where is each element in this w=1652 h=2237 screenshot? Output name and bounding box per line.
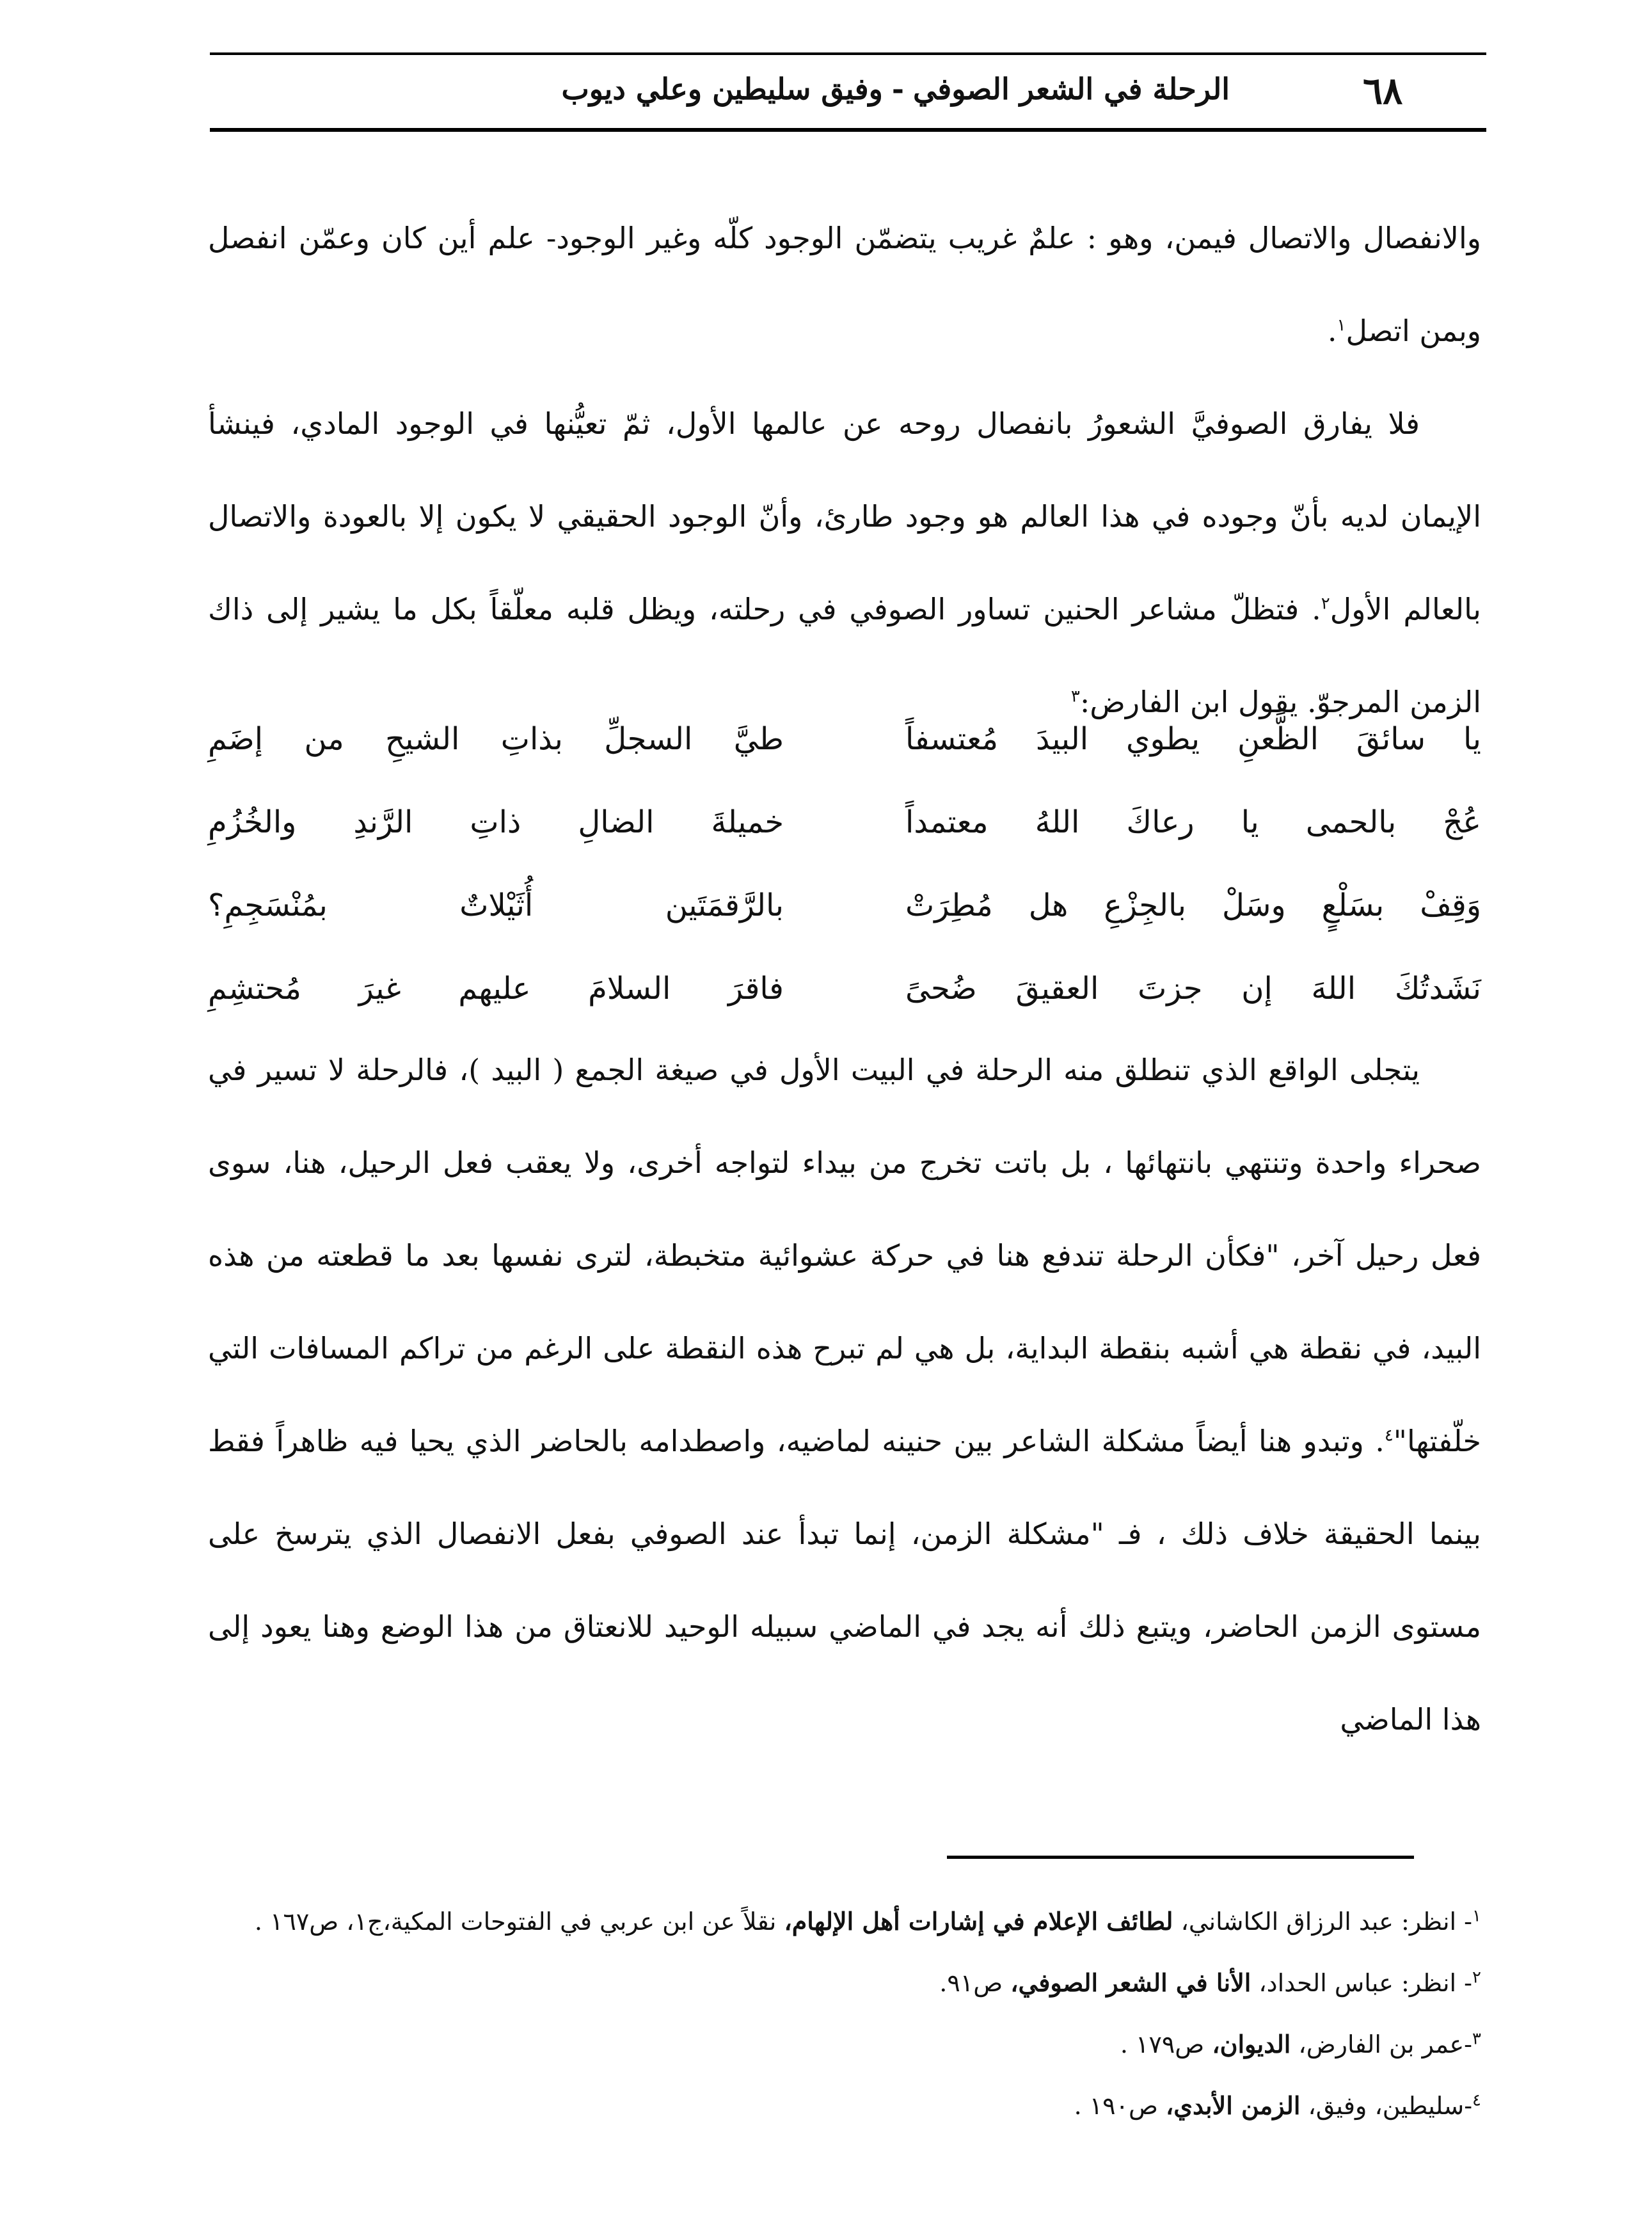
paragraph-2 [208,378,1481,749]
footnote [218,2014,1481,2075]
paragraph-3-text-after: . وتبدو هنا أيضاً مشكلة الشاعر بين حنينه لماضيه، واصطدامه بالحاضر الذي يحيا فيه ظاهراً فقط بينما الحقيقة خلاف ذلك ، فـ "مشكلة الزمن، إنما تبدأ عند الصوفي بفعل الانفصال الذي يترسخ على مستوى الزمن الحاضر، ويتبع ذلك أنه يجد في الماضي سبيله الوحيد للانعتاق من هذا الوضع وهنا يعود إلى هذا الماضي [208,1424,1481,1737]
footnote-suffix: ص٩١. [939,1969,1011,1997]
footnote-book-title: الزمن الأبدي، [1166,2091,1301,2120]
footnote [218,2075,1481,2137]
footnotes [218,1891,1481,2137]
footnote-ref-1[interactable]: ١ [1337,315,1346,335]
verse-first-hemistich: وَقِفْ بسَلْعٍ وسَلْ بالجِزْعِ هل مُطِرَتْ [905,888,1481,923]
footnote-number: ١ [1472,1906,1481,1926]
footnote [218,1891,1481,1952]
footnote-ref-4[interactable]: ٤ [1384,1426,1394,1445]
header-book-title: الرحلة في الشعر الصوفي [912,72,1230,106]
paragraph-1 [208,192,1481,378]
poem-verse [208,781,1481,864]
footnote-ref-3[interactable]: ٣ [1070,687,1080,706]
footnote-number: ٢ [1472,1968,1481,1987]
running-header [561,72,1230,106]
page-number: ٦٨ [1363,69,1403,113]
footnote [218,1952,1481,2014]
footnote-separator [947,1856,1414,1859]
footnote-book-title: الديوان، [1212,2030,1291,2058]
paragraph-2-text-after: . فتظلّ مشاعر الحنين تساور الصوفي في رحلته، ويظل قلبه معلّقاً بكل ما يشير إلى ذاك الزمن المرجوّ. يقول ابن الفارض: [208,592,1481,719]
footnote-prefix: - انظر: عباس الحداد، [1251,1969,1473,1997]
footnote-suffix: نقلاً عن ابن عربي في الفتوحات المكية،ج١، ص١٦٧ . [254,1907,784,1936]
paragraph-2-text: فلا يفارق الصوفيَّ الشعورُ بانفصال روحه عن عالمها الأول، ثمّ تعيُّنها في الوجود المادي، فينشأ الإيمان لديه بأنّ وجوده في هذا العالم هو وجود طارئ، وأنّ الوجود الحقيقي لا يكون إلا بالعودة والاتصال بالعالم الأول [208,406,1481,626]
footnote-suffix: ص١٩٠ . [1074,2092,1166,2120]
verse-second-hemistich: طيَّ السجلِّ بذاتِ الشيحِ من إضَمِ [208,721,784,757]
verse-second-hemistich: بالرَّقمَتَين أُثَيْلاتٌ بمُنْسَجِمِ؟ [208,888,784,923]
footnote-suffix: ص١٧٩ . [1120,2030,1212,2058]
poem-verse [208,864,1481,947]
footnote-prefix: -عمر بن الفارض، [1291,2030,1473,2058]
header-top-rule [210,52,1486,55]
verse-first-hemistich: يا سائقَ الظَّعنِ يطوي البيدَ مُعتسفاً [905,721,1481,757]
header-authors: وفيق سليطين وعلي ديوب [561,72,883,106]
footnote-book-title: لطائف الإعلام في إشارات أهل الإلهام، [784,1907,1173,1936]
footnote-prefix: - انظر: عبد الرزاق الكاشاني، [1173,1907,1473,1936]
paragraph-3-text: يتجلى الواقع الذي تنطلق منه الرحلة في البيت الأول في صيغة الجمع ( البيد )، فالرحلة لا تسير في صحراء واحدة وتنتهي بانتهائها ، بل باتت تخرج من بيداء لتواجه أخرى، ولا يعقب فعل الرحيل، هنا، سوى فعل رحيل آخر، "فكأن الرحلة تندفع هنا في حركة عشوائية متخبطة، لترى نفسها بعد ما قطعته من هذه البيد، في نقطة هي أشبه بنقطة البداية، بل هي لم تبرح هذه النقطة على الرغم من تراكم المسافات التي خلّفتها" [208,1053,1481,1458]
verse-first-hemistich: نَشَدتُكَ اللهَ إن جزتَ العقيقَ ضُحىً [905,971,1481,1007]
paragraph-1-text: والانفصال والاتصال فيمن، وهو : علمٌ غريب يتضمّن الوجود كلّه وغير الوجود- علم أين كان وعمّن انفصل وبمن اتصل [208,221,1481,348]
verse-second-hemistich: فاقرَ السلامَ عليهم غيرَ مُحتشِمِ [208,971,784,1007]
footnote-prefix: -سليطين، وفيق، [1300,2092,1473,2120]
header-separator: - [891,72,904,106]
verse-first-hemistich: عُجْ بالحمى يا رعاكَ اللهُ معتمداً [905,804,1481,840]
verse-second-hemistich: خميلةَ الضالِ ذاتِ الرَّندِ والخُزُمِ [208,804,784,840]
footnote-book-title: الأنا في الشعر الصوفي، [1010,1968,1251,1997]
paragraph-1-end: . [1327,314,1337,348]
footnote-ref-2[interactable]: ٢ [1321,594,1330,614]
poem [208,697,1481,1030]
poem-verse [208,947,1481,1030]
header-bottom-rule [210,128,1486,132]
paragraph-3 [208,1024,1481,1766]
poem-verse [208,697,1481,781]
footnote-number: ٣ [1472,2029,1481,2049]
footnote-number: ٤ [1472,2090,1481,2110]
